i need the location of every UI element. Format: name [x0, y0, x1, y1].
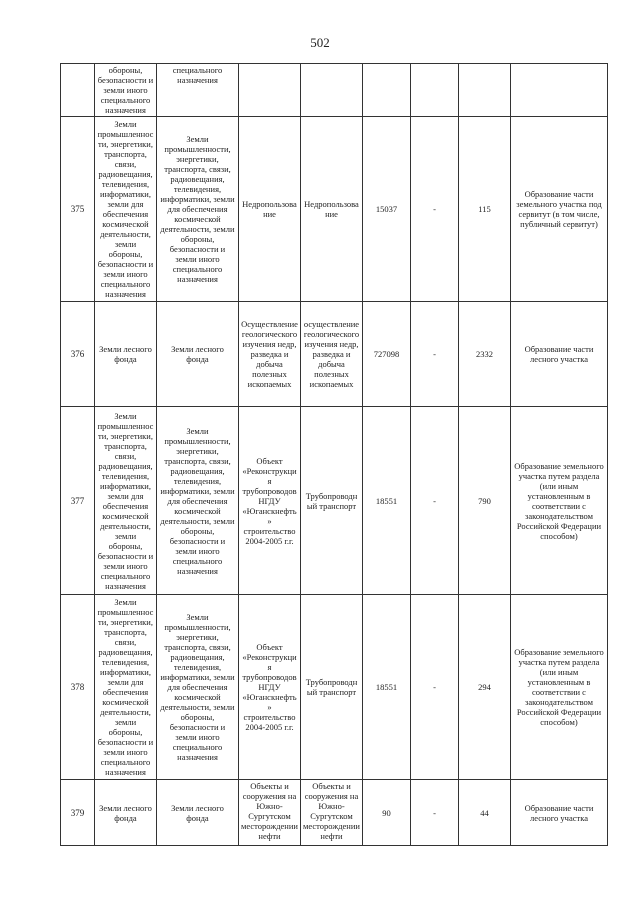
table-row: [61, 780, 608, 846]
cell-num: 378: [61, 595, 95, 780]
cell-num: 375: [61, 117, 95, 302]
cell-share: [459, 64, 511, 117]
cell-land-category-target: специального назначения: [157, 64, 239, 117]
cell-land-category: обороны, безопасности и земли иного специального назначения: [95, 64, 157, 117]
cell-area: 15037: [363, 117, 411, 302]
cell-land-category: Земли промышленности, энергетики, транспорта, связи, радиовещания, телевидения, информатики, земли для обеспечения космической деятельности, земли обороны, безопасности и земли иного специального назначения: [95, 407, 157, 595]
cell-area: 727098: [363, 302, 411, 407]
cell-land-category-target: Земли промышленности, энергетики, транспорта, связи, радиовещания, телевидения, информатики, земли для обеспечения космической деятельности, земли обороны, безопасности и земли иного специального назначения: [157, 407, 239, 595]
table-row: [61, 595, 608, 780]
cell-land-category-target: Земли лесного фонда: [157, 780, 239, 846]
cell-use-purpose: Трубопроводный транспорт: [301, 595, 363, 780]
cell-land-category: Земли промышленности, энергетики, транспорта, связи, радиовещания, телевидения, информатики, земли для обеспечения космической деятельности, земли обороны, безопасности и земли иного специального назначения: [95, 595, 157, 780]
cell-area: 18551: [363, 407, 411, 595]
cell-share: 44: [459, 780, 511, 846]
cell-use-purpose: Объекты и сооружения на Южно-Сургутском месторождении нефти: [301, 780, 363, 846]
cell-num: 379: [61, 780, 95, 846]
cell-land-category: Земли промышленности, энергетики, транспорта, связи, радиовещания, телевидения, информатики, земли для обеспечения космической деятельности, земли обороны, безопасности и земли иного специального назначения: [95, 117, 157, 302]
cell-use-purpose: Трубопроводный транспорт: [301, 407, 363, 595]
cell-land-category: Земли лесного фонда: [95, 780, 157, 846]
cell-share: 294: [459, 595, 511, 780]
cell-dash: [411, 64, 459, 117]
cell-dash: -: [411, 302, 459, 407]
cell-use-type: Недропользование: [239, 117, 301, 302]
page-number: 502: [310, 35, 330, 50]
cell-land-category-target: Земли промышленности, энергетики, транспорта, связи, радиовещания, телевидения, информатики, земли для обеспечения космической деятельности, земли обороны, безопасности и земли иного специального назначения: [157, 595, 239, 780]
cell-note: Образование части земельного участка под сервитут (в том числе, публичный сервитут): [511, 117, 608, 302]
cell-note: Образование части лесного участка: [511, 302, 608, 407]
cell-land-category-target: Земли лесного фонда: [157, 302, 239, 407]
cell-dash: -: [411, 595, 459, 780]
cell-land-category: Земли лесного фонда: [95, 302, 157, 407]
cell-share: 790: [459, 407, 511, 595]
land-plots-table: [60, 63, 608, 846]
cell-note: Образование земельного участка путем раздела (или иным установленным в соответствии с законодательством Российской Федерации способом): [511, 407, 608, 595]
cell-note: Образование земельного участка путем раздела (или иным установленным в соответствии с законодательством Российской Федерации способом): [511, 595, 608, 780]
cell-area: 90: [363, 780, 411, 846]
table-row: [61, 302, 608, 407]
cell-use-type: Объект «Реконструкция трубопроводов НГДУ «Юганскнефть» строительство 2004-2005 г.г.: [239, 595, 301, 780]
cell-land-category-target: Земли промышленности, энергетики, транспорта, связи, радиовещания, телевидения, информатики, земли для обеспечения космической деятельности, земли обороны, безопасности и земли иного специального назначения: [157, 117, 239, 302]
cell-use-type: Объект «Реконструкция трубопроводов НГДУ «Юганскнефть» строительство 2004-2005 г.г.: [239, 407, 301, 595]
table-row: [61, 117, 608, 302]
cell-note: Образование части лесного участка: [511, 780, 608, 846]
cell-dash: -: [411, 407, 459, 595]
cell-share: 115: [459, 117, 511, 302]
cell-note: [511, 64, 608, 117]
cell-use-type: [239, 64, 301, 117]
cell-use-purpose: [301, 64, 363, 117]
cell-num: [61, 64, 95, 117]
table-row: [61, 64, 608, 117]
cell-use-purpose: Недропользование: [301, 117, 363, 302]
cell-dash: -: [411, 780, 459, 846]
cell-use-purpose: осуществление геологического изучения недр, разведка и добыча полезных ископаемых: [301, 302, 363, 407]
cell-num: 377: [61, 407, 95, 595]
cell-use-type: Осуществление геологического изучения недр, разведка и добыча полезных ископаемых: [239, 302, 301, 407]
cell-use-type: Объекты и сооружения на Южно-Сургутском месторождении нефти: [239, 780, 301, 846]
cell-area: [363, 64, 411, 117]
cell-area: 18551: [363, 595, 411, 780]
cell-dash: -: [411, 117, 459, 302]
cell-share: 2332: [459, 302, 511, 407]
table-row: [61, 407, 608, 595]
cell-num: 376: [61, 302, 95, 407]
